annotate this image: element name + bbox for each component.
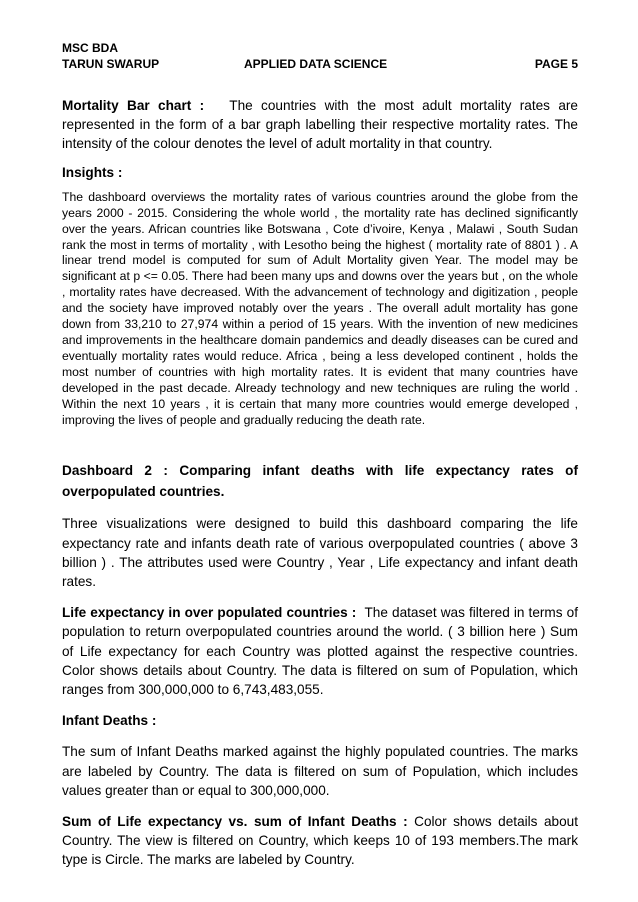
- header-author: TARUN SWARUP: [62, 57, 160, 71]
- mortality-bar-label: Mortality Bar chart :: [62, 98, 205, 113]
- dashboard2-intro: Three visualizations were designed to build this dashboard comparing the life expectancy rate and infants death rate of various overpopulated countries ( above 3 billion ) . The attributes used were Country , Year , Life expectancy and infant death rates.: [62, 516, 578, 590]
- life-expectancy-text: The dataset was filtered in terms of population to return overpopulated countries around the world. ( 3 billion here ) Sum of Life expectancy for each Country was plotted against the respective countries. Color shows details about Country. The data is filtered on sum of Population, which ranges from 300,000,000 to 6,743,483,055.: [62, 605, 578, 698]
- infant-deaths-heading: Infant Deaths :: [62, 713, 157, 729]
- sum-life-vs-infant-text: Color shows details about Country. The view is filtered on Country, which keeps 10 of 193 members.The mark type is Circle. The marks are labeled by Country.: [62, 814, 578, 868]
- insights-heading: Insights :: [62, 164, 123, 180]
- mortality-bar-text: The countries with the most adult mortality rates are represented in the form of a bar graph labelling their respective mortality rates. The intensity of the colour denotes the level of adult mortality in that country.: [62, 98, 578, 152]
- life-expectancy-paragraph: [62, 603, 578, 699]
- page-header: [62, 40, 578, 72]
- dashboard2-heading: Dashboard 2 : Comparing infant deaths with life expectancy rates of overpopulated countries.: [62, 463, 578, 499]
- mortality-bar-paragraph: [62, 96, 578, 154]
- header-title: APPLIED DATA SCIENCE: [244, 57, 388, 71]
- sum-life-vs-infant-label: Sum of Life expectancy vs. sum of Infant Deaths :: [62, 814, 408, 830]
- insights-text: The dashboard overviews the mortality rates of various countries around the globe from the years 2000 - 2015. Considering the whole world , the mortality rate has declined significantly over the years. African countries like Botswana , Cote d’ivoire, Kenya , Malawi , South Sudan rank the most in terms of mortality , with Lesotho being the highest ( mortality rate of 8801 ) . A linear trend model is computed for sum of Adult Mortality given Year. The model may be significant at p <= 0.05. There had been many ups and downs over the years but , on the whole , mortality rates have decreased. With the advancement of technology and digitization , people and the society have improved notably over the years . The overall adult mortality has gone down from 33,210 to 27,974 within a period of 15 years. With the invention of new medicines and improvements in the healthcare domain pandemics and deadly diseases can be cured and eventually mortality rates would reduce. Africa , being a less developed continent , holds the most number of countries with high mortality rates. It is evident that many countries have developed in the past decade. Already technology and new techniques are ruling the world . Within the next 10 years , it is certain that many more countries would emerge developed , improving the lives of people and gradually reducing the death rate.: [62, 189, 578, 427]
- page-content: [62, 96, 578, 870]
- life-expectancy-label: Life expectancy in over populated countries :: [62, 605, 357, 621]
- sum-life-vs-infant-paragraph: [62, 812, 578, 870]
- header-course: MSC BDA: [62, 41, 118, 55]
- infant-deaths-text: The sum of Infant Deaths marked against the highly populated countries. The marks are labeled by Country. The data is filtered on sum of Population, which includes values greater than or equal to 300,000,000.: [62, 744, 578, 798]
- header-page-number: PAGE 5: [534, 57, 578, 71]
